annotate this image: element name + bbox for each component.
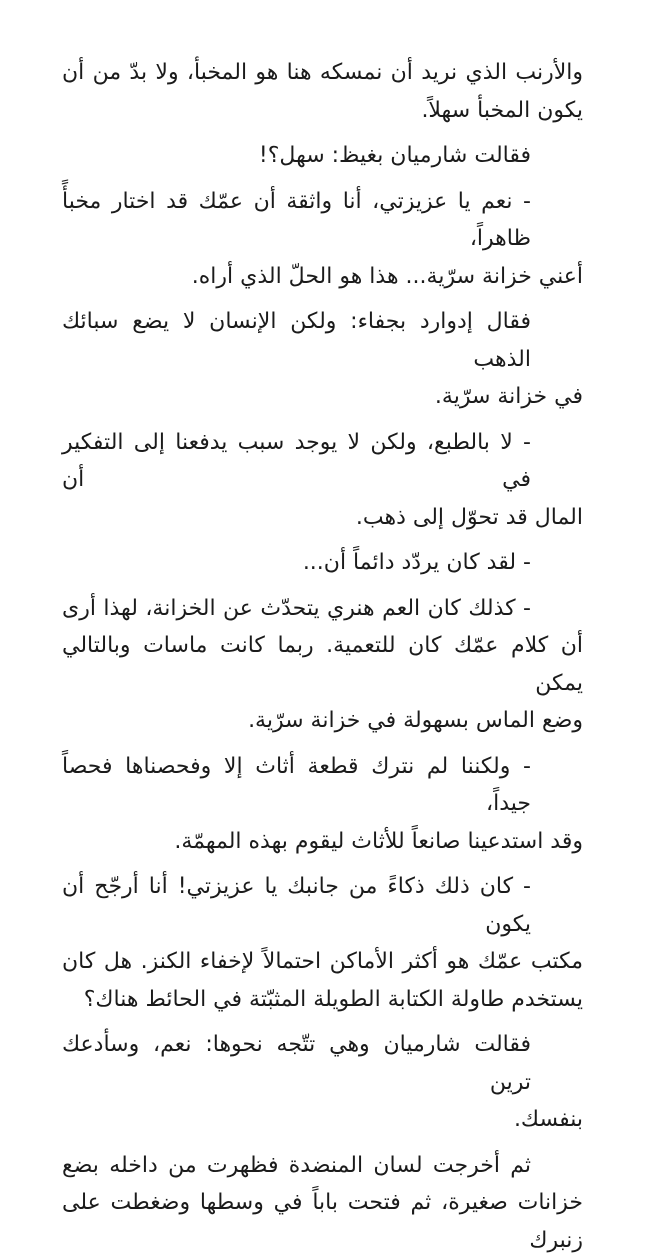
text-line: - كان ذلك ذكاءً من جانبك يا عزيزتي! أنا أرجّح أن يكون bbox=[62, 868, 583, 943]
paragraph bbox=[62, 1026, 583, 1139]
paragraph bbox=[62, 424, 583, 537]
text-line: في خزانة سرّية. bbox=[62, 378, 583, 416]
text-line: فقال إدوارد بجفاء: ولكن الإنسان لا يضع سبائك الذهب bbox=[62, 303, 583, 378]
paragraph bbox=[62, 303, 583, 416]
text-line: المال قد تحوّل إلى ذهب. bbox=[62, 499, 583, 537]
paragraph bbox=[62, 183, 583, 296]
text-line: بنفسك. bbox=[62, 1101, 583, 1139]
text-line: خزانات صغيرة، ثم فتحت باباً في وسطها وضغطت على زنبرك bbox=[62, 1184, 583, 1259]
paragraph bbox=[62, 544, 583, 582]
text-line: والأرنب الذي نريد أن نمسكه هنا هو المخبأ، ولا بدّ من أن bbox=[62, 54, 583, 92]
text-line: أعني خزانة سرّية... هذا هو الحلّ الذي أراه. bbox=[62, 258, 583, 296]
paragraph bbox=[62, 137, 583, 175]
text-line: - نعم يا عزيزتي، أنا واثقة أن عمّك قد اختار مخبأً ظاهراً، bbox=[62, 183, 583, 258]
text-line: فقالت شارميان وهي تتّجه نحوها: نعم، وسأدعك ترين bbox=[62, 1026, 583, 1101]
paragraph bbox=[62, 868, 583, 1018]
text-line: ثم أخرجت لسان المنضدة فظهرت من داخله بضع bbox=[62, 1147, 583, 1185]
text-line: - ولكننا لم نترك قطعة أثاث إلا وفحصناها فحصاً جيداً، bbox=[62, 748, 583, 823]
paragraph bbox=[62, 590, 583, 740]
text-line: مكتب عمّك هو أكثر الأماكن احتمالاً لإخفاء الكنز. هل كان bbox=[62, 943, 583, 981]
text-line: يكون المخبأ سهلاً. bbox=[62, 92, 583, 130]
text-line: يستخدم طاولة الكتابة الطويلة المثبّتة في الحائط هناك؟ bbox=[62, 981, 583, 1019]
text-line: - لا بالطبع، ولكن لا يوجد سبب يدفعنا إلى التفكير في أن bbox=[62, 424, 583, 499]
paragraph bbox=[62, 1147, 583, 1259]
paragraph bbox=[62, 54, 583, 129]
text-line: وضع الماس بسهولة في خزانة سرّية. bbox=[62, 702, 583, 740]
text-line: أن كلام عمّك كان للتعمية. ربما كانت ماسات وبالتالي يمكن bbox=[62, 627, 583, 702]
text-line: - كذلك كان العم هنري يتحدّث عن الخزانة، لهذا أرى bbox=[62, 590, 583, 628]
text-line: وقد استدعينا صانعاً للأثاث ليقوم بهذه المهمّة. bbox=[62, 823, 583, 861]
text-line: فقالت شارميان بغيظ: سهل؟! bbox=[62, 137, 583, 175]
paragraph bbox=[62, 748, 583, 861]
text-line: - لقد كان يردّد دائماً أن... bbox=[62, 544, 583, 582]
page-text bbox=[62, 54, 583, 1259]
